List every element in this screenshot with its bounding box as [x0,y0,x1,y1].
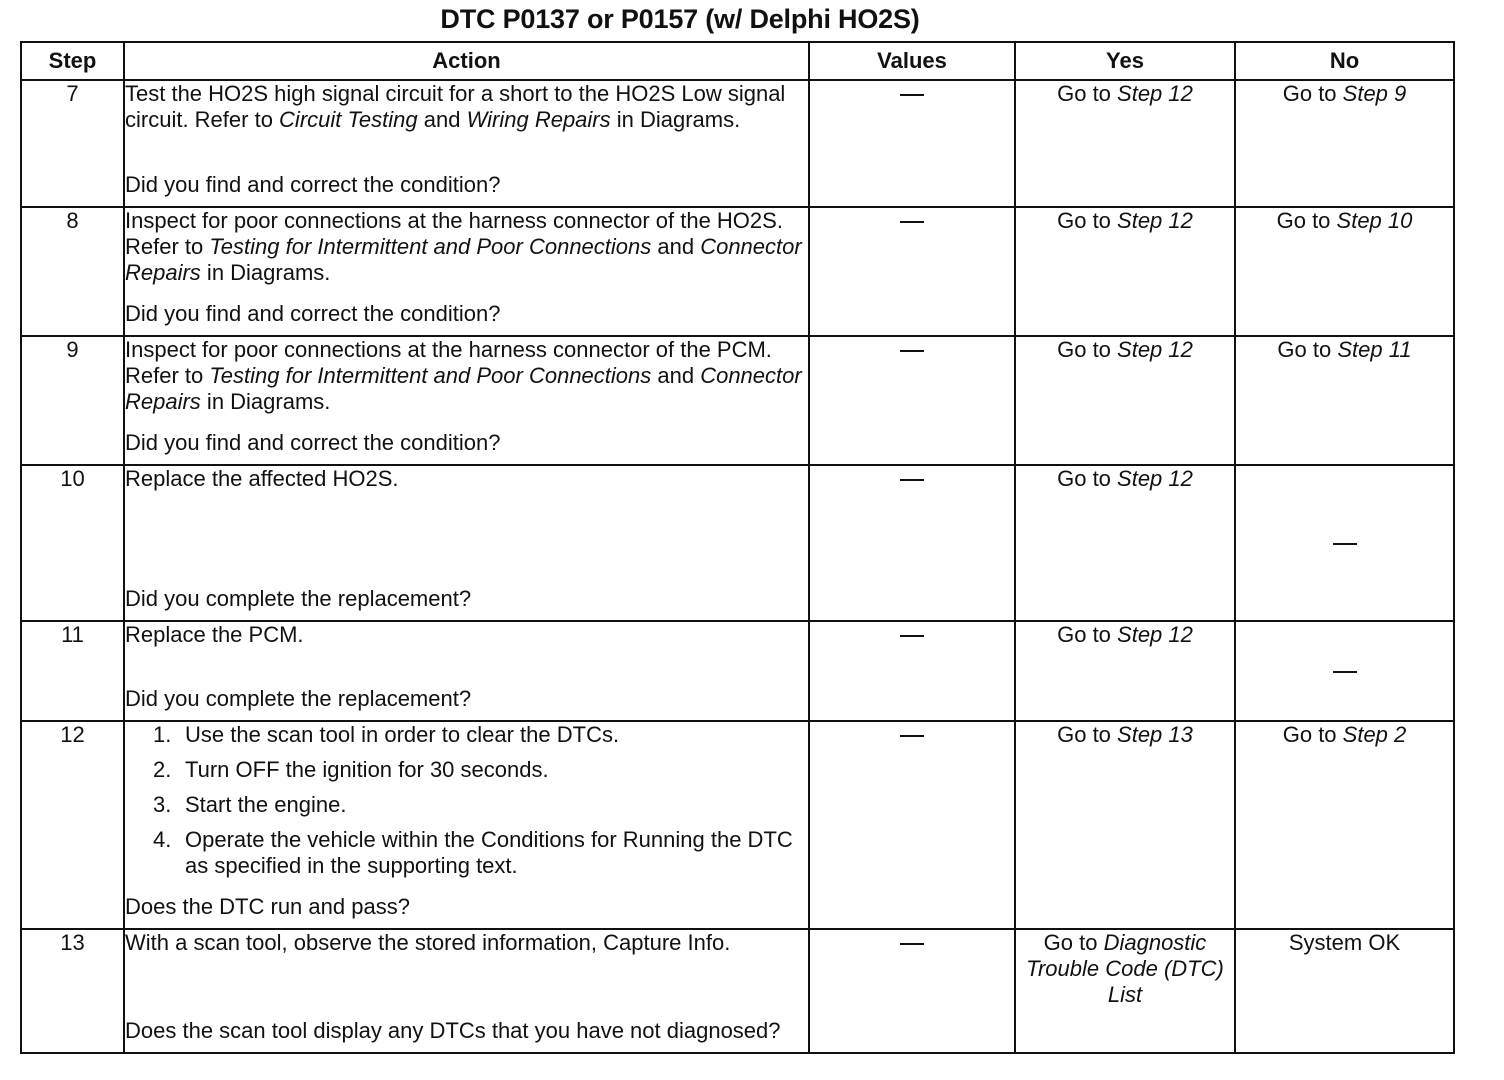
action-cell [124,336,809,465]
action-cell [124,207,809,336]
procedure-item-number: 1. [153,722,172,747]
reference-link-text: Testing for Intermittent and Poor Connections [209,363,652,388]
text-run: Go to [1057,722,1118,747]
column-header-action: Action [124,42,809,80]
reference-link-text: Connector Repairs [125,363,802,414]
yes-result [1015,929,1235,1053]
action-content [125,930,808,1044]
text-run: Go to [1277,337,1338,362]
action-instructions [125,722,808,883]
reference-link-text: Step 13 [1117,722,1193,747]
procedure-item-text: Start the engine. [185,792,347,817]
table-row [21,621,1454,721]
procedure-item [153,827,808,879]
table-header-row [21,42,1454,80]
page-title [0,4,1360,35]
action-content [125,722,808,920]
action-instructions [125,622,808,648]
values-cell [809,465,1015,621]
column-header-no: No [1235,42,1454,80]
action-content [125,622,808,712]
empty-value-dash [900,221,924,223]
values-cell [809,80,1015,207]
values-cell [809,621,1015,721]
text-run: Test the HO2S high signal circuit for a short to the HO2S Low signal circuit. Refer to [125,81,786,132]
values-cell [809,207,1015,336]
text-run: Go to [1057,208,1118,233]
no-result [1235,80,1454,207]
text-run: Inspect for poor connections at the harness connector of the HO2S. Refer to [125,208,783,259]
action-instructions [125,466,808,492]
page-title-text: DTC P0137 or P0157 (w/ Delphi HO2S) [440,4,920,34]
procedure-item [153,792,808,818]
values-cell [809,929,1015,1053]
procedure-item [153,757,808,783]
column-header-yes: Yes [1015,42,1235,80]
action-cell [124,621,809,721]
table-row [21,465,1454,621]
no-result [1235,621,1454,721]
no-result [1235,721,1454,929]
table-row [21,336,1454,465]
action-cell [124,929,809,1053]
text-run: Go to [1043,930,1104,955]
no-result [1235,336,1454,465]
procedure-item [153,722,808,748]
values-cell [809,721,1015,929]
text-run: and [651,234,701,259]
reference-link-text: Step 10 [1336,208,1413,233]
text-run: in Diagrams. [200,260,331,285]
empty-value-dash [900,635,924,637]
empty-value-dash [900,479,924,481]
yes-result [1015,207,1235,336]
empty-value-dash [1333,671,1357,673]
text-run: Go to [1057,466,1118,491]
no-result [1235,465,1454,621]
step-number: 7 [21,80,124,207]
reference-link-text: Step 12 [1117,81,1193,106]
action-instructions [125,208,808,286]
yes-result [1015,721,1235,929]
action-content [125,337,808,456]
action-instructions [125,930,808,956]
procedure-item-text: Turn OFF the ignition for 30 seconds. [185,757,549,782]
action-question: Did you find and correct the condition? [125,301,501,326]
action-question: Does the scan tool display any DTCs that you have not diagnosed? [125,1018,781,1043]
action-instructions [125,81,808,133]
table-row [21,80,1454,207]
action-question: Did you find and correct the condition? [125,172,501,197]
text-run: and [417,107,467,132]
text-run: Go to [1282,81,1343,106]
yes-result [1015,336,1235,465]
column-header-values: Values [809,42,1015,80]
reference-link-text: Step 9 [1342,81,1407,106]
text-run: System OK [1288,930,1401,955]
step-number: 8 [21,207,124,336]
step-number: 12 [21,721,124,929]
action-content [125,466,808,612]
text-run: Go to [1057,622,1118,647]
reference-link-text: Circuit Testing [279,107,418,132]
procedure-list [125,722,808,879]
reference-link-text: Step 12 [1117,466,1193,491]
text-run: in Diagrams. [610,107,741,132]
action-question: Did you complete the replacement? [125,686,472,711]
action-content [125,208,808,327]
reference-link-text: Connector Repairs [125,234,802,285]
procedure-item-number: 4. [153,827,172,852]
reference-link-text: Testing for Intermittent and Poor Connections [209,234,652,259]
step-number: 11 [21,621,124,721]
reference-link-text: Diagnostic Trouble Code (DTC) List [1026,930,1224,1007]
empty-value-dash [900,94,924,96]
text-run: Go to [1282,722,1343,747]
empty-value-dash [900,943,924,945]
text-run: Replace the affected HO2S. [125,466,399,491]
text-run: Inspect for poor connections at the harness connector of the PCM. Refer to [125,337,772,388]
step-number: 13 [21,929,124,1053]
action-cell [124,80,809,207]
table-row [21,207,1454,336]
step-number: 10 [21,465,124,621]
reference-link-text: Step 11 [1337,337,1412,362]
table-row [21,929,1454,1053]
procedure-item-text: Use the scan tool in order to clear the DTCs. [185,722,620,747]
action-instructions [125,337,808,415]
text-run: Go to [1057,81,1118,106]
column-header-step: Step [21,42,124,80]
text-run: Go to [1057,337,1118,362]
action-question: Does the DTC run and pass? [125,894,410,919]
table-body [21,80,1454,1053]
table-row [21,721,1454,929]
step-number: 9 [21,336,124,465]
reference-link-text: Wiring Repairs [466,107,611,132]
procedure-item-text: Operate the vehicle within the Conditions for Running the DTC as specified in the supporting text. [185,827,793,878]
values-cell [809,336,1015,465]
procedure-item-number: 3. [153,792,172,817]
text-run: With a scan tool, observe the stored information, Capture Info. [125,930,731,955]
procedure-item-number: 2. [153,757,172,782]
no-result [1235,207,1454,336]
action-content [125,81,808,198]
text-run: and [651,363,701,388]
reference-link-text: Step 2 [1342,722,1407,747]
empty-value-dash [1333,543,1357,545]
diagnostic-table [20,41,1455,1054]
text-run: Replace the PCM. [125,622,304,647]
text-run: Go to [1276,208,1337,233]
action-cell [124,465,809,621]
reference-link-text: Step 12 [1117,208,1193,233]
no-result [1235,929,1454,1053]
action-question: Did you complete the replacement? [125,586,472,611]
yes-result [1015,621,1235,721]
action-cell [124,721,809,929]
empty-value-dash [900,735,924,737]
yes-result [1015,465,1235,621]
empty-value-dash [900,350,924,352]
reference-link-text: Step 12 [1117,622,1193,647]
action-question: Did you find and correct the condition? [125,430,501,455]
reference-link-text: Step 12 [1117,337,1193,362]
yes-result [1015,80,1235,207]
text-run: in Diagrams. [200,389,331,414]
